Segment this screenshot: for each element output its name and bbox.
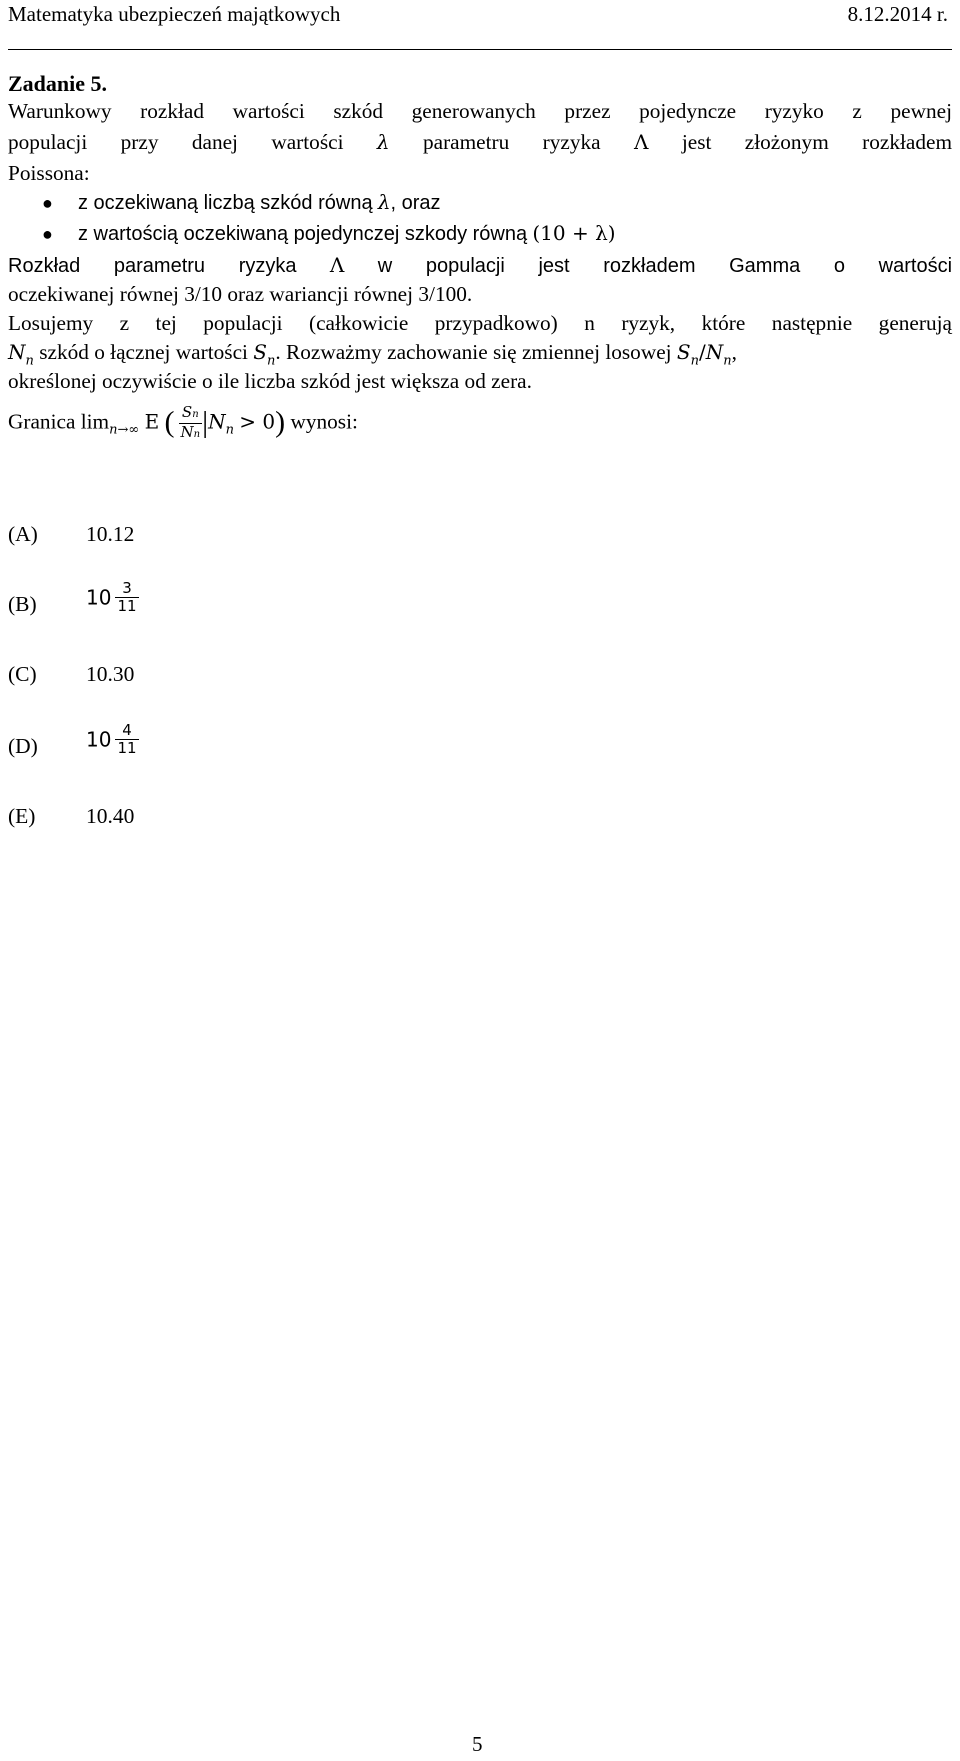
option-e-letter: (E) (8, 804, 36, 828)
header-title: Matematyka ubezpieczeń majątkowych (8, 2, 341, 26)
bullet-item: z wartością oczekiwaną pojedynczej szkody równą (10 + λ) (78, 221, 616, 245)
option-d-letter: (D) (8, 734, 38, 758)
paragraph-line: Losujemy z tej populacji (całkowicie przypadkowo) n ryzyk, które następnie generują (8, 311, 952, 335)
option-b-letter: (B) (8, 592, 37, 616)
lambda-symbol: λ (376, 130, 390, 154)
paragraph-line: $N_n$ szkód o łącznej wartości $S_n$. Rozważmy zachowanie się zmiennej losowej $S_n/N_n$, (8, 340, 737, 369)
paragraph-line: określonej oczywiście o ile liczba szkód jest większa od zera. (8, 369, 532, 393)
page-number: 5 (472, 1732, 483, 1756)
option-c-value: 10.30 (86, 662, 135, 686)
limit-expression: Granica $\lim_{n\to\infty} E$ ( $\frac{Sn}{Nn}$ $|N_n > 0$) wynosi: (8, 403, 358, 441)
option-e-value: 10.40 (86, 804, 135, 828)
option-d-value: 10 $\frac{4}{11}$ (86, 721, 137, 757)
bullet-icon: ● (42, 193, 53, 213)
header-rule (8, 49, 952, 50)
paragraph-line: Rozkład parametru ryzyka Λ w populacji jest rozkładem Gamma o wartości (8, 253, 953, 277)
header-date: 8.12.2014 r. (847, 2, 948, 26)
option-a-letter: (A) (8, 522, 38, 546)
capital-lambda-symbol: Λ (634, 130, 649, 154)
option-b-value: 10 $\frac{3}{11}$ (86, 579, 137, 615)
paragraph-line: Poissona: (8, 161, 90, 185)
bullet-icon: ● (42, 224, 53, 244)
paragraph-line: oczekiwanej równej 3/10 oraz wariancji równej 3/100. (8, 282, 473, 306)
page-header (8, 2, 952, 32)
paragraph-line: populacji przy danej wartości λ parametru ryzyka Λ jest złożonym rozkładem (8, 130, 953, 154)
paragraph-line: Warunkowy rozkład wartości szkód generowanych przez pojedyncze ryzyko z pewnej (8, 99, 952, 123)
option-c-letter: (C) (8, 662, 37, 686)
problem-heading: Zadanie 5. (8, 71, 108, 96)
option-a-value: 10.12 (86, 522, 135, 546)
fraction-sn-nn: $\frac{Sn}{Nn}$ (180, 403, 201, 441)
bullet-item: z oczekiwaną liczbą szkód równą λ, oraz (78, 190, 441, 214)
